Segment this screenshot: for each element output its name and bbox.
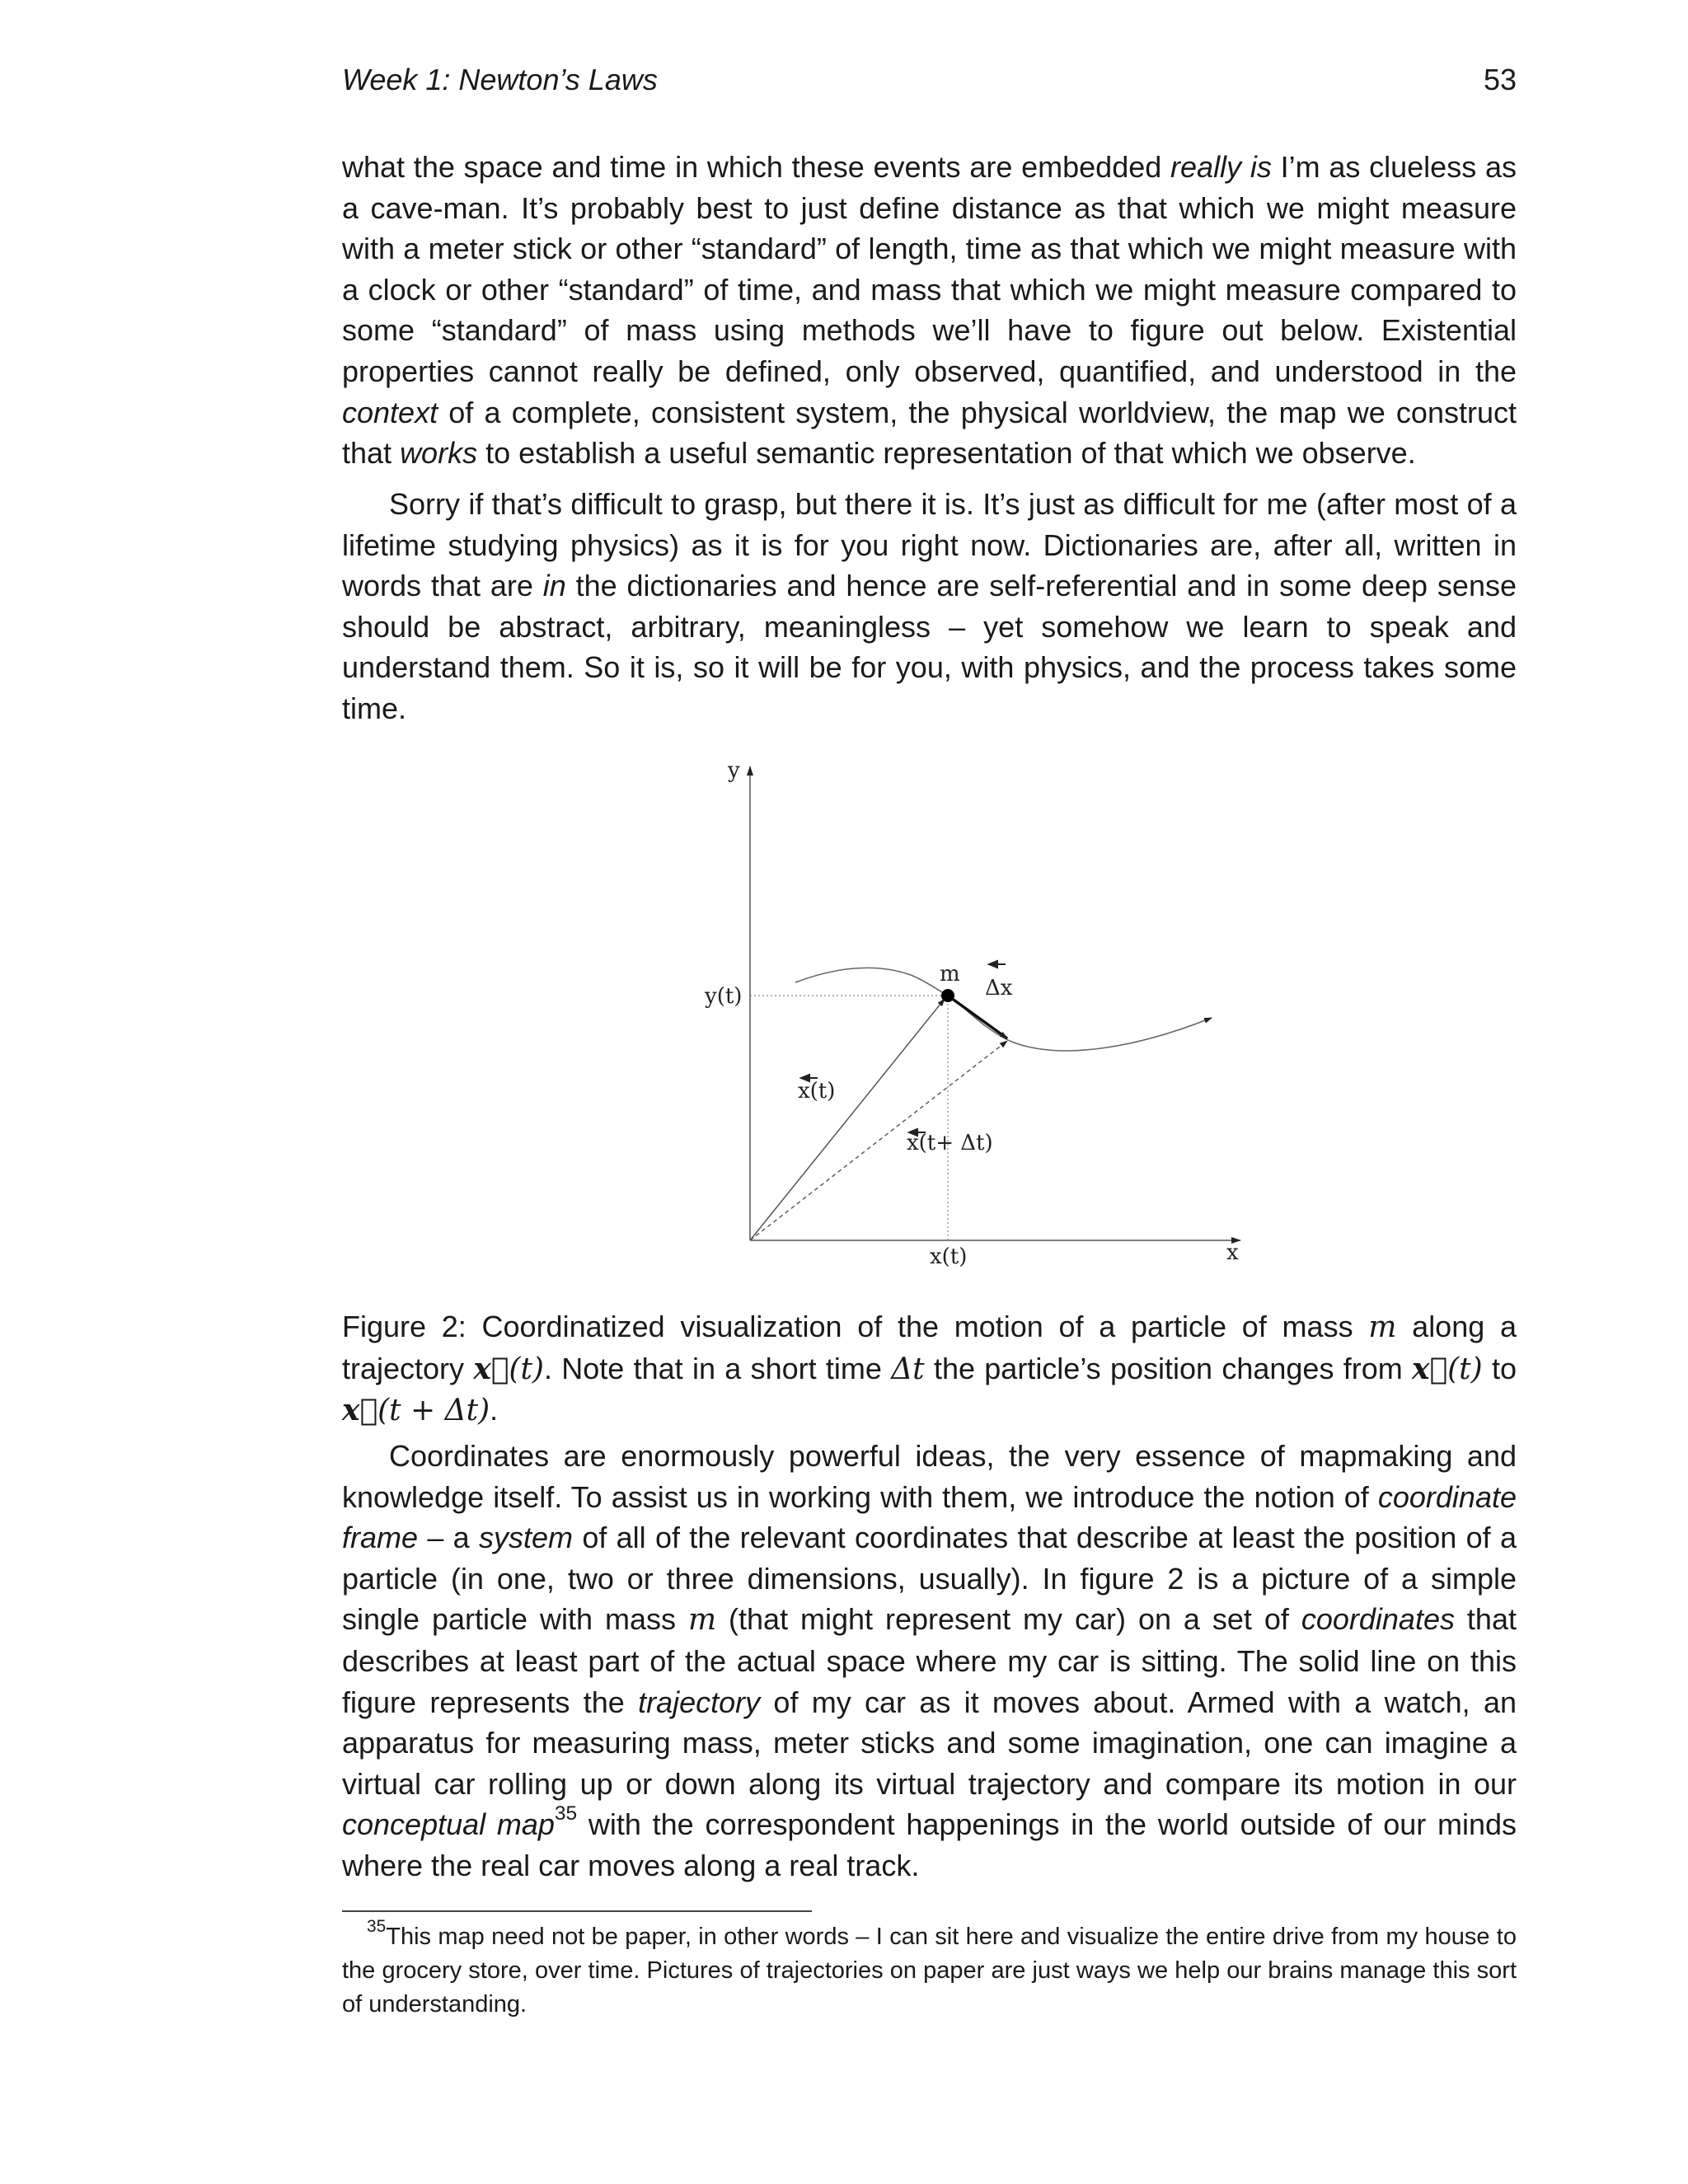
figure-2 xyxy=(618,746,1245,1273)
y-axis-label: y xyxy=(728,758,740,783)
delta-x-vector xyxy=(948,996,1007,1038)
later-vector-label: x(t+ Δt) xyxy=(907,1131,993,1155)
text-run: . xyxy=(490,1393,499,1427)
text-run: the particle’s position changes from xyxy=(924,1351,1413,1385)
text-run: the dictionaries and hence are self-referential and in some deep sense should be abstract, arbitrary, meaningless – yet somehow we learn to speak and understand them. So it is, so it will be for you, with physics, and the process takes some time. xyxy=(342,569,1517,725)
footnote-rule xyxy=(342,1910,812,1912)
math-m: m xyxy=(1368,1310,1397,1344)
text-run: what the space and time in which these events are embedded xyxy=(342,150,1171,184)
x-axis-label: x xyxy=(1226,1240,1239,1265)
emphasis: trajectory xyxy=(638,1685,761,1719)
page-number: 53 xyxy=(1483,63,1517,96)
math-delta-t: Δt xyxy=(891,1352,925,1386)
vector-arrow-icon xyxy=(989,961,1006,968)
text-run: – a xyxy=(418,1521,479,1555)
emphasis: system xyxy=(479,1521,574,1555)
particle-mass xyxy=(941,989,954,1002)
delta-x-label: Δx xyxy=(985,976,1013,1001)
emphasis: really is xyxy=(1170,150,1272,184)
yt-label: y(t) xyxy=(705,984,743,1009)
text-run: (that might represent my car) on a set of xyxy=(716,1602,1301,1637)
emphasis: conceptual map xyxy=(342,1807,555,1842)
emphasis: in xyxy=(542,569,566,603)
text-run: of my car as it moves about. Armed with a watch, an apparatus for measuring mass, meter sticks and some imagination, one can imagine a virtual car rolling up or down along its virtual trajectory and compare its motion in our xyxy=(342,1685,1517,1801)
text-run: Coordinates are enormously powerful ideas, the very essence of mapmaking and knowledge itself. To assist us in working with them, we introduce the notion of xyxy=(342,1439,1517,1514)
text-run: along a trajectory xyxy=(342,1310,1517,1385)
text-run: Figure 2: Coordinatized visualization of the motion of a particle of mass xyxy=(342,1310,1369,1343)
math-vector-x: x⃗ xyxy=(473,1351,509,1386)
chapter-title: Week 1: Newton’s Laws xyxy=(342,63,658,96)
math-m: m xyxy=(687,1603,717,1638)
text-run: to xyxy=(1482,1351,1517,1385)
xt-axis-label: x(t) xyxy=(930,1244,968,1269)
text-run: to establish a useful semantic representation of that which we observe. xyxy=(477,436,1416,471)
text-run: I’m as clueless as a cave-man. It’s probably best to just define distance as that which we might measure with a meter stick or other “standard” of length, time as that which we might measure with a clock or other “standard” of time, and mass that which we might measure compared to some “standard” of mass using methods we’ll have to figure out below. Existential properties cannot really be defined, only observed, quantified, and understood in the xyxy=(342,150,1517,388)
math-vector-x: x⃗ xyxy=(342,1393,378,1428)
position-vector-label: x(t) xyxy=(798,1079,836,1104)
footnote-text: This map need not be paper, in other words – I can sit here and visualize the entire drive from my house to the grocery store, over time. Pictures of trajectories on paper are just ways we help our brains manage this sort of understanding. xyxy=(342,1924,1517,2018)
math-arg: (t) xyxy=(1447,1352,1483,1386)
mass-label: m xyxy=(940,962,960,987)
emphasis: works xyxy=(400,436,478,471)
emphasis: coordinate frame xyxy=(342,1479,1517,1555)
emphasis: coordinates xyxy=(1301,1602,1455,1637)
footnote xyxy=(342,1917,1517,2022)
footnote-ref[interactable]: 35 xyxy=(554,1802,578,1825)
position-vector xyxy=(750,999,945,1240)
text-run: with the correspondent happenings in the world outside of our minds where the real car moves along a real track. xyxy=(342,1807,1517,1882)
math-arg: (t + Δt) xyxy=(377,1394,490,1428)
text-run: of a complete, consistent system, the physical worldview, the map we construct that xyxy=(342,395,1517,471)
text-run: of all of the relevant coordinates that describe at least the position of a particle (in one, two or three dimensions, usually). In figure 2 is a picture of a simple single particle with mass xyxy=(342,1521,1517,1637)
running-header xyxy=(342,63,1517,104)
text-run: that describes at least part of the actual space where my car is sitting. The solid line on this figure represents the xyxy=(342,1602,1517,1719)
paragraph-3 xyxy=(342,1436,1517,1886)
trajectory-diagram xyxy=(618,746,1245,1273)
math-vector-x: x⃗ xyxy=(1412,1351,1448,1386)
text-run: Sorry if that’s difficult to grasp, but there it is. It’s just as difficult for me (after most of a lifetime studying physics) as it is for you right now. Dictionaries are, after all, written in words that are xyxy=(342,487,1517,603)
math-arg: (t) xyxy=(509,1352,544,1386)
paragraph-1 xyxy=(342,147,1517,474)
footnote-number: 35 xyxy=(367,1917,387,1937)
text-run: . Note that in a short time xyxy=(543,1351,892,1385)
emphasis: context xyxy=(342,395,438,429)
paragraph-2 xyxy=(342,484,1517,729)
figure-caption xyxy=(342,1306,1517,1432)
